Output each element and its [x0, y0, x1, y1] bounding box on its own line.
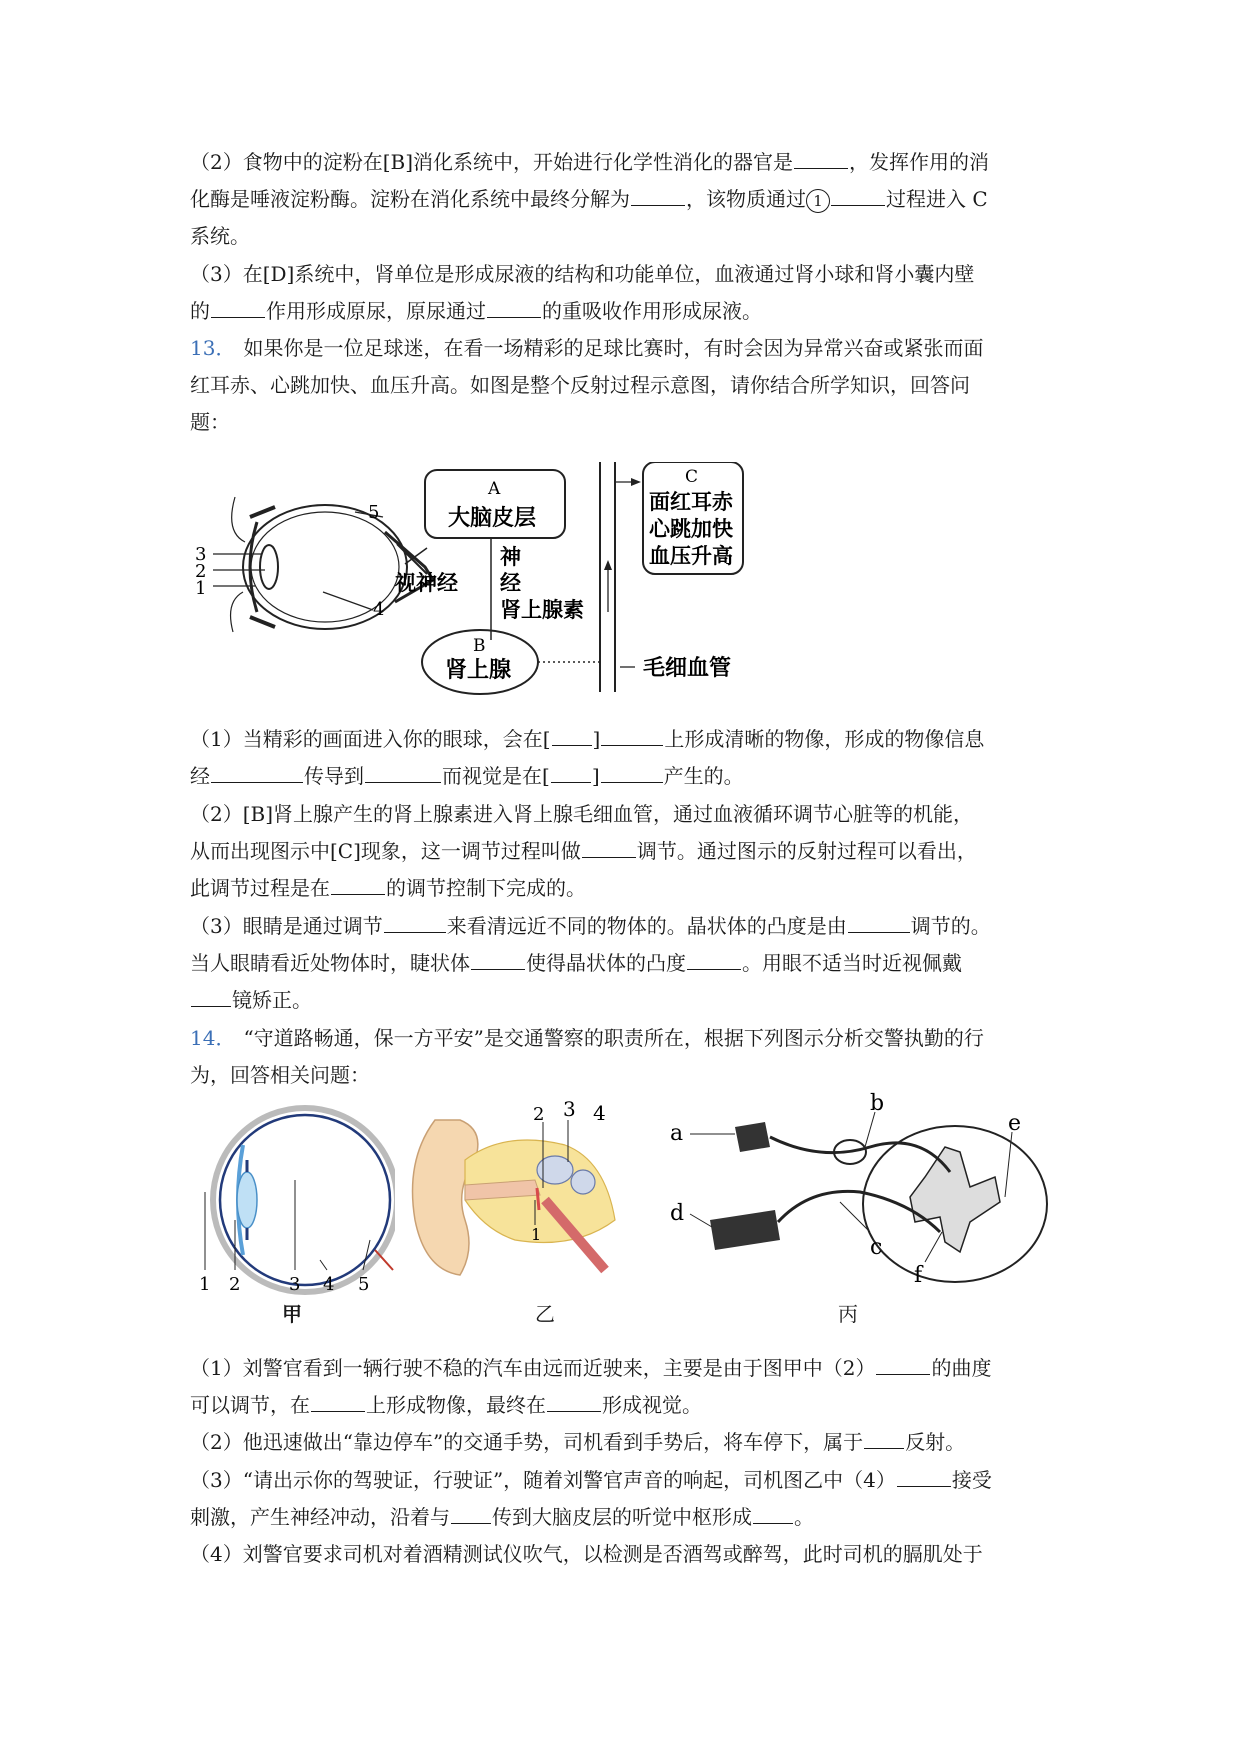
- answer-blank[interactable]: [451, 1505, 491, 1524]
- blood-flow-arrowhead: [604, 560, 612, 570]
- circled-number-1: 1: [806, 189, 830, 213]
- q13-sub2-line1: （2）[B]肾上腺产生的肾上腺素进入肾上腺毛细血管，通过血液循环调节心脏等的机能，: [190, 802, 974, 826]
- q14-sub3-line2: 刺激，产生神经冲动，沿着与 传到大脑皮层的听觉中枢形成 。: [190, 1505, 814, 1529]
- jia-label-3: 3: [289, 1274, 301, 1295]
- box-c-line-2: 心跳加快: [649, 516, 733, 541]
- eye-label-5: 5: [368, 502, 380, 523]
- answer-blank[interactable]: [831, 187, 885, 206]
- answer-blank[interactable]: [753, 1505, 793, 1524]
- q13-sub3-line3: 镜矫正。: [190, 982, 1052, 1019]
- answer-blank[interactable]: [211, 764, 303, 783]
- box-c-line-1: 面红耳赤: [649, 489, 733, 514]
- figure-bing-reflex-arc: [670, 1092, 1050, 1297]
- box-a-text: 大脑皮层: [448, 505, 537, 531]
- q12-part3-line2: 的 作用形成原尿，原尿通过 的重吸收作用形成尿液。: [190, 299, 762, 323]
- bing-label-d: d: [670, 1201, 685, 1226]
- answer-blank[interactable]: [897, 1468, 951, 1487]
- jia-label-4: 4: [323, 1274, 335, 1295]
- box-b-letter: B: [473, 636, 486, 656]
- answer-blank[interactable]: [365, 764, 441, 783]
- yi-label-3: 3: [563, 1100, 576, 1121]
- cochlea: [571, 1170, 595, 1194]
- answer-blank[interactable]: [551, 764, 591, 783]
- answer-blank[interactable]: [384, 914, 446, 933]
- bing-label-a: a: [670, 1121, 684, 1146]
- box-c-letter: C: [685, 467, 699, 487]
- nerve-char-1: 神: [500, 544, 521, 569]
- q13-stem-line3: 题：: [190, 410, 230, 434]
- q14-sub2: （2）他迅速做出“靠边停车”的交通手势，司机看到手势后，将车停下，属于 反射。: [190, 1430, 966, 1454]
- q13-sub2-line2: 从而出现图示中[C]现象，这一调节过程叫做 调节。通过图示的反射过程可以看出，: [190, 839, 977, 863]
- box-b-text: 肾上腺: [445, 657, 512, 683]
- bing-label-c: c: [870, 1235, 883, 1260]
- answer-blank[interactable]: [552, 727, 592, 746]
- jia-label-2: 2: [229, 1274, 241, 1295]
- q13-sub3-line1: （3）眼睛是通过调节 来看清远近不同的物体的。晶状体的凸度是由 调节的。: [190, 914, 991, 938]
- jia-label-1: 1: [199, 1274, 211, 1295]
- cornea: [250, 522, 257, 612]
- answer-blank[interactable]: [631, 187, 685, 206]
- capillary-label: 毛细血管: [643, 655, 732, 681]
- bing-label-f: f: [914, 1263, 923, 1288]
- q13-sub3-line2: 当人眼睛看近处物体时，睫状体 使得晶状体的凸度 。用眼不适当时近视佩戴: [190, 951, 962, 975]
- q13-sub1-line1: （1）当精彩的画面进入你的眼球，会在[ ] 上形成清晰的物像，形成的物像信息: [190, 727, 985, 751]
- receptor-a: [735, 1122, 770, 1152]
- answer-blank[interactable]: [582, 839, 636, 858]
- q13-stem-line2: 红耳赤、心跳加快、血压升高。如图是整个反射过程示意图，请你结合所学知识，回答问: [190, 373, 970, 397]
- answer-blank[interactable]: [191, 988, 231, 1007]
- q14-sub1-line2: 可以调节，在 上形成物像，最终在 形成视觉。: [190, 1393, 702, 1417]
- figure-yi-ear: [405, 1100, 645, 1290]
- q13-stem-line1: 13． 如果你是一位足球迷，在看一场精彩的足球比赛时，有时会因为异常兴奋或紧张而面: [190, 336, 984, 360]
- answer-blank[interactable]: [211, 299, 265, 318]
- q13-sub1-line2: 经 传导到 而视觉是在[ ] 产生的。: [190, 764, 744, 788]
- answer-blank[interactable]: [331, 876, 385, 895]
- answer-blank[interactable]: [687, 951, 741, 970]
- caption-bing: 丙: [838, 1302, 858, 1326]
- eye-label-1: 1: [195, 578, 207, 599]
- answer-blank[interactable]: [311, 1393, 365, 1412]
- reflex-diagram: [195, 462, 845, 702]
- yi-label-1: 1: [531, 1225, 542, 1244]
- caption-yi: 乙: [535, 1302, 555, 1326]
- eardrum: [537, 1188, 539, 1210]
- eye-label-4: 4: [373, 599, 385, 620]
- question-number: 13．: [190, 336, 236, 360]
- gray-matter: [910, 1147, 1000, 1252]
- yi-label-2: 2: [533, 1104, 545, 1125]
- caption-jia: 甲: [282, 1302, 302, 1326]
- answer-blank[interactable]: [487, 299, 541, 318]
- lens: [237, 1172, 257, 1228]
- box-c-line-3: 血压升高: [649, 543, 733, 568]
- q14-sub3-line1: （3）“请出示你的驾驶证，行驶证”，随着刘警官声音的响起，司机图乙中（4） 接受: [190, 1468, 992, 1492]
- q12-part3-line1: （3）在[D]系统中，肾单位是形成尿液的结构和功能单位，血液通过肾小球和肾小囊内壁: [190, 262, 975, 286]
- answer-blank[interactable]: [794, 150, 848, 169]
- q14-sub1-line1: （1）刘警官看到一辆行驶不稳的汽车由远而近驶来，主要是由于图甲中（2） 的曲度: [190, 1356, 992, 1380]
- q12-part2-line1: （2）食物中的淀粉在[B]消化系统中，开始进行化学性消化的器官是 ，发挥作用的消: [190, 150, 990, 174]
- yi-label-4: 4: [593, 1101, 606, 1125]
- answer-blank[interactable]: [876, 1356, 930, 1375]
- adrenaline-label: 肾上腺素: [500, 597, 584, 622]
- answer-blank[interactable]: [601, 727, 663, 746]
- q14-stem-line2: 为，回答相关问题：: [190, 1063, 370, 1087]
- answer-blank[interactable]: [848, 914, 910, 933]
- q12-part2-line3: 系统。: [190, 224, 250, 248]
- answer-blank[interactable]: [547, 1393, 601, 1412]
- q14-sub4-line1: （4）刘警官要求司机对着酒精测试仪吹气，以检测是否酒驾或醉驾，此时司机的膈肌处于: [190, 1542, 983, 1566]
- nerve-char-2: 经: [500, 570, 521, 595]
- q13-sub2-line3: 此调节过程是在 的调节控制下完成的。: [190, 876, 586, 900]
- box-a-letter: A: [488, 479, 501, 499]
- figure-jia-eyeball: [195, 1100, 395, 1320]
- bing-label-b: b: [870, 1092, 885, 1116]
- lens: [260, 545, 278, 589]
- bing-label-e: e: [1008, 1111, 1022, 1136]
- capillary-to-c-arrowhead: [631, 478, 641, 486]
- eye-label-2: 2: [195, 561, 207, 582]
- answer-blank[interactable]: [471, 951, 525, 970]
- answer-blank[interactable]: [601, 764, 663, 783]
- jia-label-5: 5: [358, 1274, 370, 1295]
- q12-part2-line2: 化酶是唾液淀粉酶。淀粉在消化系统中最终分解为 ，该物质通过 1 过程进入 C: [190, 187, 988, 211]
- eyelid: [250, 507, 275, 627]
- answer-blank[interactable]: [864, 1430, 904, 1449]
- effector-d: [710, 1210, 780, 1250]
- eye-label-3: 3: [195, 544, 207, 565]
- eye-cross-section: [231, 497, 433, 632]
- optic-nerve-label: 视神经: [395, 570, 458, 595]
- question-number: 14．: [190, 1026, 236, 1050]
- q14-stem-line1: 14． “守道路畅通，保一方平安”是交通警察的职责所在，根据下列图示分析交警执勤的行: [190, 1026, 984, 1050]
